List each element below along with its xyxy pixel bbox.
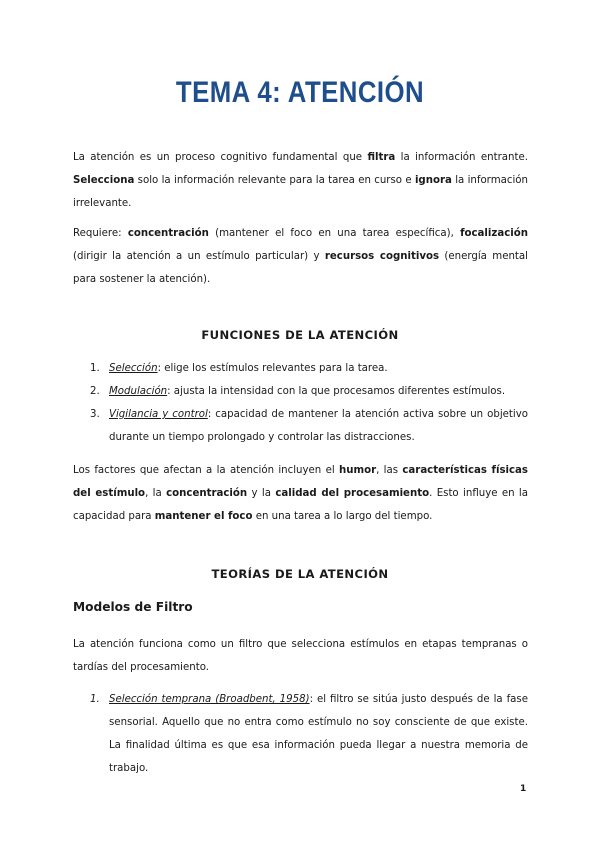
text-run: (energía mental para sostener la atención). [73, 251, 528, 285]
list-text: : elige los estímulos relevantes para la tarea. [157, 363, 388, 374]
text-run: (dirigir la atención a un estímulo particular) y [73, 251, 325, 262]
page-title: TEMA 4: ATENCIÓN [175, 76, 425, 109]
list-item [73, 380, 528, 403]
text-run: solo la información relevante para la tarea en curso e [134, 175, 415, 186]
list-number: 1. [90, 694, 100, 705]
list-number: 1. [90, 363, 100, 374]
bold-term: focalización [460, 228, 528, 239]
text-run: y la [247, 488, 276, 499]
bold-term: filtra [367, 152, 396, 163]
bold-term: recursos cognitivos [324, 251, 440, 262]
text-run: , la [145, 488, 167, 499]
list-text: : ajusta la intensidad con la que procesamos diferentes estímulos. [167, 386, 506, 397]
text-run: en una tarea a lo largo del tiempo. [252, 511, 433, 522]
list-item [73, 403, 528, 449]
list-text: : capacidad de mantener la atención activa sobre un objetivo durante un tiempo prolongado y controlar las distracciones. [109, 409, 528, 443]
list-term: Selección temprana (Broadbent, 1958) [109, 694, 310, 705]
bold-term: Selecciona [73, 175, 135, 186]
subsection-heading: Modelos de Filtro [73, 600, 193, 614]
text-run: , las [376, 465, 403, 476]
section-heading-teorias: TEORÍAS DE LA ATENCIÓN [211, 567, 389, 581]
section-heading-funciones: FUNCIONES DE LA ATENCIÓN [201, 328, 399, 342]
text-run: la información irrelevante. [73, 175, 528, 209]
bold-term: concentración [127, 228, 209, 239]
list-number: 2. [90, 386, 100, 397]
factores-paragraph [73, 459, 528, 528]
text-run: la información entrante. [395, 152, 528, 163]
intro-paragraph-1 [73, 146, 528, 215]
bold-term: características físicas del estímulo [73, 465, 528, 499]
list-number: 3. [90, 409, 100, 420]
bold-term: mantener el foco [154, 511, 253, 522]
bold-term: ignora [414, 175, 452, 186]
funciones-list [73, 357, 528, 449]
page-number: 1 [520, 784, 527, 794]
list-text: : el filtro se sitúa justo después de la fase sensorial. Aquello que no entra como estímulo no soy consciente de que existe. La finalidad última es que esa información pueda llegar a nuestra memoria de trabajo. [109, 694, 528, 774]
intro-paragraph-2 [73, 222, 528, 291]
bold-term: calidad del procesamiento [275, 488, 430, 499]
filtro-intro-paragraph: La atención funciona como un filtro que selecciona estímulos en etapas tempranas o tardías del procesamiento. [73, 639, 528, 673]
list-term: Selección [109, 363, 158, 374]
text-run: La atención es un proceso cognitivo fundamental que [73, 152, 368, 163]
bold-term: concentración [166, 488, 248, 499]
list-term: Modulación [109, 386, 168, 397]
list-item [73, 688, 528, 780]
text-run: . Esto influye en la capacidad para [73, 488, 529, 522]
list-item [73, 357, 528, 380]
teorias-list [73, 688, 528, 780]
list-term: Vigilancia y control [109, 409, 208, 420]
text-run: (mantener el foco en una tarea específica), [208, 228, 461, 239]
text-run: Requiere: [73, 228, 128, 239]
text-run: Los factores que afectan a la atención incluyen el [73, 465, 339, 476]
bold-term: humor [338, 465, 377, 476]
